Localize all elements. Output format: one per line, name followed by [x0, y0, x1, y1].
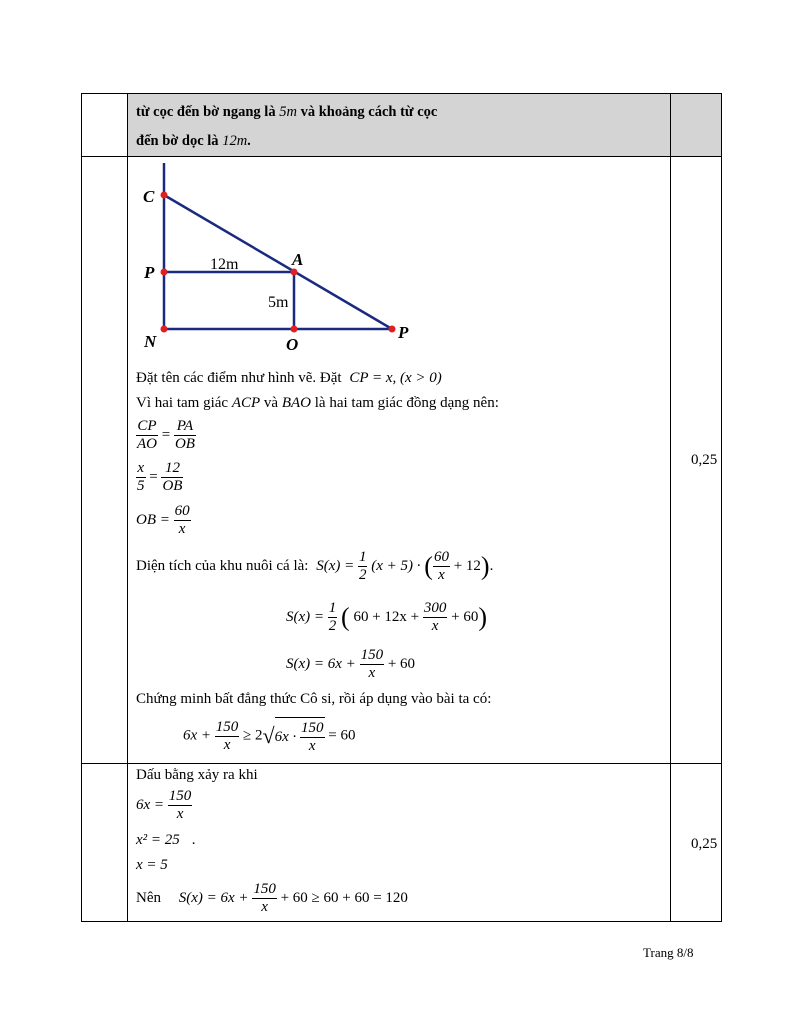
final-line: Nên S(x) = 6x + $\frac{150}{x}$ + 60 ≥ 60 + 60 = 120	[136, 881, 408, 915]
area-expansion-1: S(x) = $\frac{1}{2}$ ( 60 + 12x + $\frac{300}{x}$ + 60)	[286, 600, 488, 634]
point-P-right	[389, 326, 396, 333]
length-5m: 5m	[268, 294, 289, 311]
equality-cell	[128, 764, 718, 922]
statement-text: và khoảng cách từ cọc	[300, 104, 438, 120]
statement-math: 12m	[222, 133, 248, 149]
statement-text: .	[247, 133, 251, 149]
equality-eq-2: x² = 25 .	[136, 832, 196, 848]
label-A: A	[292, 250, 304, 269]
point-N	[161, 326, 168, 333]
ratio-equation-2: $\frac{x}{5}$ = $\frac{12}{OB}$	[137, 460, 183, 494]
solution-table	[81, 93, 722, 922]
ratio-equation-1: $\frac{CP}{AO}$ = $\frac{PA}{OB}$	[137, 418, 195, 452]
statement-text: đến bờ dọc là	[136, 133, 219, 149]
area-expansion-2: S(x) = 6x + $\frac{150}{x}$ + 60	[286, 647, 416, 681]
equality-row	[82, 764, 722, 922]
statement-text: từ cọc đến bờ ngang là	[136, 104, 276, 120]
header-row	[82, 94, 722, 157]
ob-equation: OB = $\frac{60}{x}$	[136, 503, 190, 537]
page-number: Trang 8/8	[643, 945, 694, 960]
equality-eq-3: x = 5	[136, 857, 168, 873]
label-O: O	[286, 335, 299, 354]
number-cell	[82, 94, 128, 157]
cauchy-inequality: 6x + $\frac{150}{x}$ ≥ 2√6x · $\frac{150}{x}$ = 60	[183, 718, 356, 754]
point-P-left	[161, 269, 168, 276]
solution-row	[82, 157, 722, 764]
point-A	[291, 269, 298, 276]
similar-line: Vì hai tam giác ACP và BAO là hai tam giác đồng dạng nên:	[136, 395, 499, 411]
geometry-figure	[128, 157, 428, 357]
cauchy-text: Chứng minh bất đẳng thức Cô si, rồi áp dụng vào bài ta có:	[136, 691, 492, 707]
problem-statement-cell	[128, 94, 671, 157]
area-line: Diện tích của khu nuôi cá là: S(x) = $\frac{1}{2}$ (x + 5) · ( $\frac{60}{x}$ + 12).	[136, 549, 494, 583]
label-C: C	[143, 187, 155, 206]
label-P-left: P	[144, 263, 155, 282]
label-N: N	[144, 332, 157, 351]
score-1: 0,25	[691, 452, 718, 468]
point-C	[161, 192, 168, 199]
score-cell	[671, 94, 722, 157]
equality-text: Dấu bằng xảy ra khi	[136, 767, 258, 783]
intro-line: Đặt tên các điểm như hình vẽ. Đặt CP = x, (x > 0)	[136, 370, 442, 386]
label-P-right: P	[398, 323, 409, 342]
equality-eq-1: 6x = $\frac{150}{x}$	[136, 788, 192, 822]
statement-math: 5m	[279, 104, 297, 120]
score-2: 0,25	[691, 836, 718, 852]
point-O	[291, 326, 298, 333]
length-12m: 12m	[210, 256, 239, 273]
solution-cell	[128, 157, 718, 764]
